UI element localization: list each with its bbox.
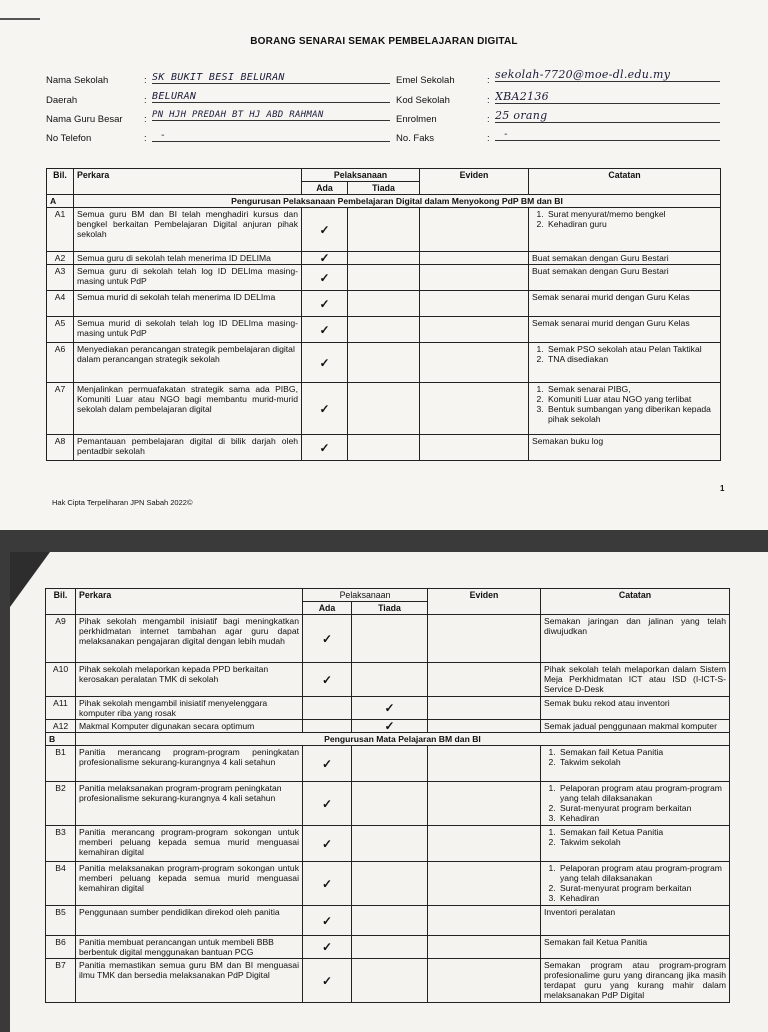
checklist-table-section-a [46, 168, 721, 461]
no-faks-value: - [495, 129, 720, 141]
ada-check-icon: ✓ [302, 291, 348, 317]
tiada-cell [352, 959, 428, 1003]
eviden-cell [420, 383, 529, 435]
section-title: Pengurusan Pelaksanaan Pembelajaran Digital dalam Menyokong PdP BM dan BI [74, 195, 721, 208]
col-header-eviden: Eviden [428, 589, 541, 615]
tiada-cell [352, 906, 428, 936]
eviden-cell [428, 697, 541, 720]
colon: : [487, 114, 490, 125]
eviden-cell [420, 317, 529, 343]
row-perkara: Pihak sekolah mengambil inisiatif bagi meningkatkan perkhidmatan internet tambahan agar guru dapat melaksanakan pengajaran digital dengan lebih mudah [76, 615, 303, 663]
colon: : [144, 133, 147, 144]
tiada-cell [348, 208, 420, 252]
col-header-perkara: Perkara [76, 589, 303, 615]
tiada-check-icon: ✓ [352, 720, 428, 733]
catatan-item: 2. Takwim sekolah [558, 757, 726, 767]
row-perkara: Semua guru BM dan BI telah menghadiri kursus dan bengkel berkaitan Pembelajaran Digital anjuran pihak sekolah [74, 208, 302, 252]
tiada-cell [352, 746, 428, 782]
no-faks-label: No. Faks [396, 133, 435, 144]
table-row [47, 265, 721, 291]
row-bil: A4 [47, 291, 74, 317]
eviden-cell [428, 959, 541, 1003]
row-bil: B2 [46, 782, 76, 826]
ada-check-icon: ✓ [303, 746, 352, 782]
col-header-pelaksanaan: Pelaksanaan [302, 169, 420, 182]
col-header-tiada: Tiada [352, 602, 428, 615]
enrolmen-label: Enrolmen [396, 114, 437, 125]
row-catatan: Inventori peralatan [541, 906, 730, 936]
ada-check-icon: ✓ [302, 265, 348, 291]
colon: : [144, 114, 147, 125]
table-row [47, 317, 721, 343]
tiada-cell [348, 317, 420, 343]
row-bil: A5 [47, 317, 74, 343]
row-perkara: Panitia merancang program-program peningkatan profesionalisme sekurang-kurangnya 4 kali setahun [76, 746, 303, 782]
enrolmen-value: 25 orang [495, 109, 720, 123]
row-perkara: Menjalinkan permuafakatan strategik sama ada PIBG, Komuniti Luar atau NGO bagi membantu murid-murid sekolah dalam pembelajaran digital [74, 383, 302, 435]
row-catatan: Semakan jaringan dan jalinan yang telah diwujudkan [541, 615, 730, 663]
tiada-cell [348, 435, 420, 461]
tiada-cell [348, 383, 420, 435]
col-header-perkara: Perkara [74, 169, 302, 195]
nama-sekolah-label: Nama Sekolah [46, 75, 109, 86]
row-catatan [541, 782, 730, 826]
eviden-cell [420, 343, 529, 383]
tiada-cell [348, 291, 420, 317]
eviden-cell [420, 265, 529, 291]
tiada-cell [352, 782, 428, 826]
row-bil: A3 [47, 265, 74, 291]
emel-sekolah-label: Emel Sekolah [396, 75, 455, 86]
catatan-item: 1. Pelaporan program atau program-program yang telah dilaksanakan [558, 783, 726, 803]
row-perkara: Panitia membuat perancangan untuk membeli BBB berbentuk digital menggunakan bantuan PCG [76, 936, 303, 959]
row-catatan: Semak senarai murid dengan Guru Kelas [529, 291, 721, 317]
row-bil: A9 [46, 615, 76, 663]
row-catatan: Semak buku rekod atau inventori [541, 697, 730, 720]
ada-check-icon: ✓ [302, 383, 348, 435]
row-perkara: Pemantauan pembelajaran digital di bilik darjah oleh pentadbir sekolah [74, 435, 302, 461]
page-edge-mark [0, 18, 40, 20]
eviden-cell [428, 720, 541, 733]
table-row [47, 252, 721, 265]
tiada-cell [348, 252, 420, 265]
row-catatan: Pihak sekolah telah melaporkan dalam Sistem Meja Perkhidmatan ICT atau ISD (I-ICT-S-Service D-Desk [541, 663, 730, 697]
tiada-check-icon: ✓ [352, 697, 428, 720]
row-perkara: Semua murid di sekolah telah menerima ID DELIma [74, 291, 302, 317]
colon: : [144, 75, 147, 86]
table-row [46, 862, 730, 906]
table-row [46, 782, 730, 826]
row-catatan: Semak senarai murid dengan Guru Kelas [529, 317, 721, 343]
kod-sekolah-value: XBA2136 [495, 90, 720, 104]
document-page-2 [10, 552, 768, 1032]
table-row [47, 343, 721, 383]
catatan-item: 2. Surat-menyurat program berkaitan [558, 883, 726, 893]
col-header-eviden: Eviden [420, 169, 529, 195]
row-bil: B1 [46, 746, 76, 782]
row-catatan: Semak jadual penggunaan makmal komputer [541, 720, 730, 733]
tiada-cell [348, 343, 420, 383]
catatan-item: 3. Bentuk sumbangan yang diberikan kepada pihak sekolah [546, 404, 717, 424]
table-row [46, 615, 730, 663]
row-bil: A12 [46, 720, 76, 733]
eviden-cell [428, 782, 541, 826]
nama-sekolah-value: SK BUKIT BESI BELURAN [152, 72, 390, 84]
table-row [46, 936, 730, 959]
row-catatan: Semakan program atau program-program profesionalime guru yang dirancang jika masih terdapat guru yang kurang mahir dalam melaksanakan PdP Digital [541, 959, 730, 1003]
catatan-item: 1. Semakan fail Ketua Panitia [558, 827, 726, 837]
table-row [46, 663, 730, 697]
col-header-ada: Ada [303, 602, 352, 615]
table-row [46, 959, 730, 1003]
nama-guru-besar-label: Nama Guru Besar [46, 114, 123, 125]
ada-check-icon: ✓ [302, 317, 348, 343]
row-catatan [529, 208, 721, 252]
page-number: 1 [720, 484, 725, 493]
folded-corner [10, 552, 50, 607]
colon: : [487, 133, 490, 144]
ada-check-icon: ✓ [303, 782, 352, 826]
row-catatan [541, 746, 730, 782]
col-header-tiada: Tiada [348, 182, 420, 195]
tiada-cell [352, 663, 428, 697]
tiada-cell [352, 936, 428, 959]
catatan-item: 1. Semak PSO sekolah atau Pelan Taktikal [546, 344, 717, 354]
row-perkara: Panitia merancang program-program sokongan untuk memberi peluang kepada semua murid menguasai kemahiran digital [76, 826, 303, 862]
copyright-footer: Hak Cipta Terpeliharan JPN Sabah 2022© [52, 498, 193, 507]
col-header-bil: Bil. [47, 169, 74, 195]
row-perkara: Penggunaan sumber pendidikan direkod oleh panitia [76, 906, 303, 936]
ada-check-icon: ✓ [303, 959, 352, 1003]
row-bil: A1 [47, 208, 74, 252]
table-row [46, 746, 730, 782]
tiada-cell [352, 862, 428, 906]
row-bil: A7 [47, 383, 74, 435]
eviden-cell [420, 291, 529, 317]
eviden-cell [420, 208, 529, 252]
page-title: BORANG SENARAI SEMAK PEMBELAJARAN DIGITAL [250, 36, 518, 47]
daerah-label: Daerah [46, 95, 78, 106]
row-perkara: Pihak sekolah melaporkan kepada PPD berkaitan kerosakan peralatan TMK di sekolah [76, 663, 303, 697]
catatan-item: 2. Kehadiran guru [546, 219, 717, 229]
row-bil: B6 [46, 936, 76, 959]
row-perkara: Semua guru di sekolah telah menerima ID DELIMa [74, 252, 302, 265]
table-row [46, 906, 730, 936]
eviden-cell [428, 862, 541, 906]
ada-check-icon: ✓ [303, 615, 352, 663]
ada-check-icon: ✓ [302, 208, 348, 252]
catatan-item: 1. Semakan fail Ketua Panitia [558, 747, 726, 757]
tiada-cell [352, 826, 428, 862]
catatan-item: 3. Kehadiran [558, 893, 726, 903]
row-bil: A8 [47, 435, 74, 461]
catatan-item: 1. Surat menyurat/memo bengkel [546, 209, 717, 219]
row-catatan [541, 826, 730, 862]
row-catatan [529, 343, 721, 383]
eviden-cell [428, 936, 541, 959]
table-row [46, 697, 730, 720]
catatan-item: 2. Takwim sekolah [558, 837, 726, 847]
table-row [46, 720, 730, 733]
row-bil: B3 [46, 826, 76, 862]
row-perkara: Semua guru di sekolah telah log ID DELIma masing-masing untuk PdP [74, 265, 302, 291]
row-catatan: Semakan buku log [529, 435, 721, 461]
eviden-cell [428, 906, 541, 936]
row-bil: A2 [47, 252, 74, 265]
ada-check-icon: ✓ [303, 936, 352, 959]
tiada-cell [348, 265, 420, 291]
catatan-item: 2. Surat-menyurat program berkaitan [558, 803, 726, 813]
table-row [47, 208, 721, 252]
table-row [47, 435, 721, 461]
row-perkara: Panitia melaksanakan program-program sokongan untuk memberi peluang kepada semua murid menguasai kemahiran digital [76, 862, 303, 906]
row-bil: A11 [46, 697, 76, 720]
catatan-item: 2. TNA disediakan [546, 354, 717, 364]
eviden-cell [420, 435, 529, 461]
row-bil: A10 [46, 663, 76, 697]
kod-sekolah-label: Kod Sekolah [396, 95, 450, 106]
col-header-bil: Bil. [46, 589, 76, 615]
ada-check-icon: ✓ [303, 826, 352, 862]
ada-check-icon: ✓ [302, 435, 348, 461]
eviden-cell [428, 663, 541, 697]
ada-check-icon: ✓ [303, 906, 352, 936]
emel-sekolah-value: sekolah-7720@moe-dl.edu.my [495, 68, 720, 82]
row-catatan [529, 383, 721, 435]
catatan-item: 1. Pelaporan program atau program-program yang telah dilaksanakan [558, 863, 726, 883]
no-telefon-value: - [152, 130, 390, 142]
table-row [47, 291, 721, 317]
row-catatan: Semakan fail Ketua Panitia [541, 936, 730, 959]
col-header-pelaksanaan: Pelaksanaan [303, 589, 428, 602]
row-bil: B7 [46, 959, 76, 1003]
ada-cell [303, 720, 352, 733]
ada-check-icon: ✓ [302, 343, 348, 383]
section-letter: B [46, 733, 76, 746]
row-bil: A6 [47, 343, 74, 383]
no-telefon-label: No Telefon [46, 133, 92, 144]
row-bil: B5 [46, 906, 76, 936]
section-title: Pengurusan Mata Pelajaran BM dan BI [76, 733, 730, 746]
row-catatan: Buat semakan dengan Guru Bestari [529, 265, 721, 291]
row-perkara: Semua murid di sekolah telah log ID DELIma masing-masing untuk PdP [74, 317, 302, 343]
ada-check-icon: ✓ [303, 862, 352, 906]
row-bil: B4 [46, 862, 76, 906]
row-perkara: Panitia memastikan semua guru BM dan BI menguasai ilmu TMK dan bersedia melaksanakan PdP Digital [76, 959, 303, 1003]
row-perkara: Menyediakan perancangan strategik pembelajaran digital dalam perancangan strategik sekolah [74, 343, 302, 383]
checklist-table-section-b [45, 588, 730, 1003]
nama-guru-besar-value: PN HJH PREDAH BT HJ ABD RAHMAN [152, 110, 390, 121]
eviden-cell [428, 615, 541, 663]
col-header-catatan: Catatan [529, 169, 721, 195]
row-perkara: Pihak sekolah mengambil inisiatif menyelenggara komputer riba yang rosak [76, 697, 303, 720]
section-letter: A [47, 195, 74, 208]
row-catatan: Buat semakan dengan Guru Bestari [529, 252, 721, 265]
col-header-catatan: Catatan [541, 589, 730, 615]
row-perkara: Panitia melaksanakan program-program peningkatan profesionalisme sekurang-kurangnya 4 kali setahun [76, 782, 303, 826]
row-catatan [541, 862, 730, 906]
ada-check-icon: ✓ [303, 663, 352, 697]
colon: : [487, 75, 490, 86]
table-row [47, 383, 721, 435]
tiada-cell [352, 615, 428, 663]
colon: : [144, 95, 147, 106]
eviden-cell [428, 746, 541, 782]
table-row [46, 826, 730, 862]
col-header-ada: Ada [302, 182, 348, 195]
colon: : [487, 95, 490, 106]
catatan-item: 2. Komuniti Luar atau NGO yang terlibat [546, 394, 717, 404]
catatan-item: 1. Semak senarai PIBG, [546, 384, 717, 394]
catatan-item: 3. Kehadiran [558, 813, 726, 823]
eviden-cell [420, 252, 529, 265]
row-perkara: Makmal Komputer digunakan secara optimum [76, 720, 303, 733]
eviden-cell [428, 826, 541, 862]
ada-check-icon: ✓ [302, 252, 348, 265]
daerah-value: BELURAN [152, 91, 390, 103]
ada-cell [303, 697, 352, 720]
